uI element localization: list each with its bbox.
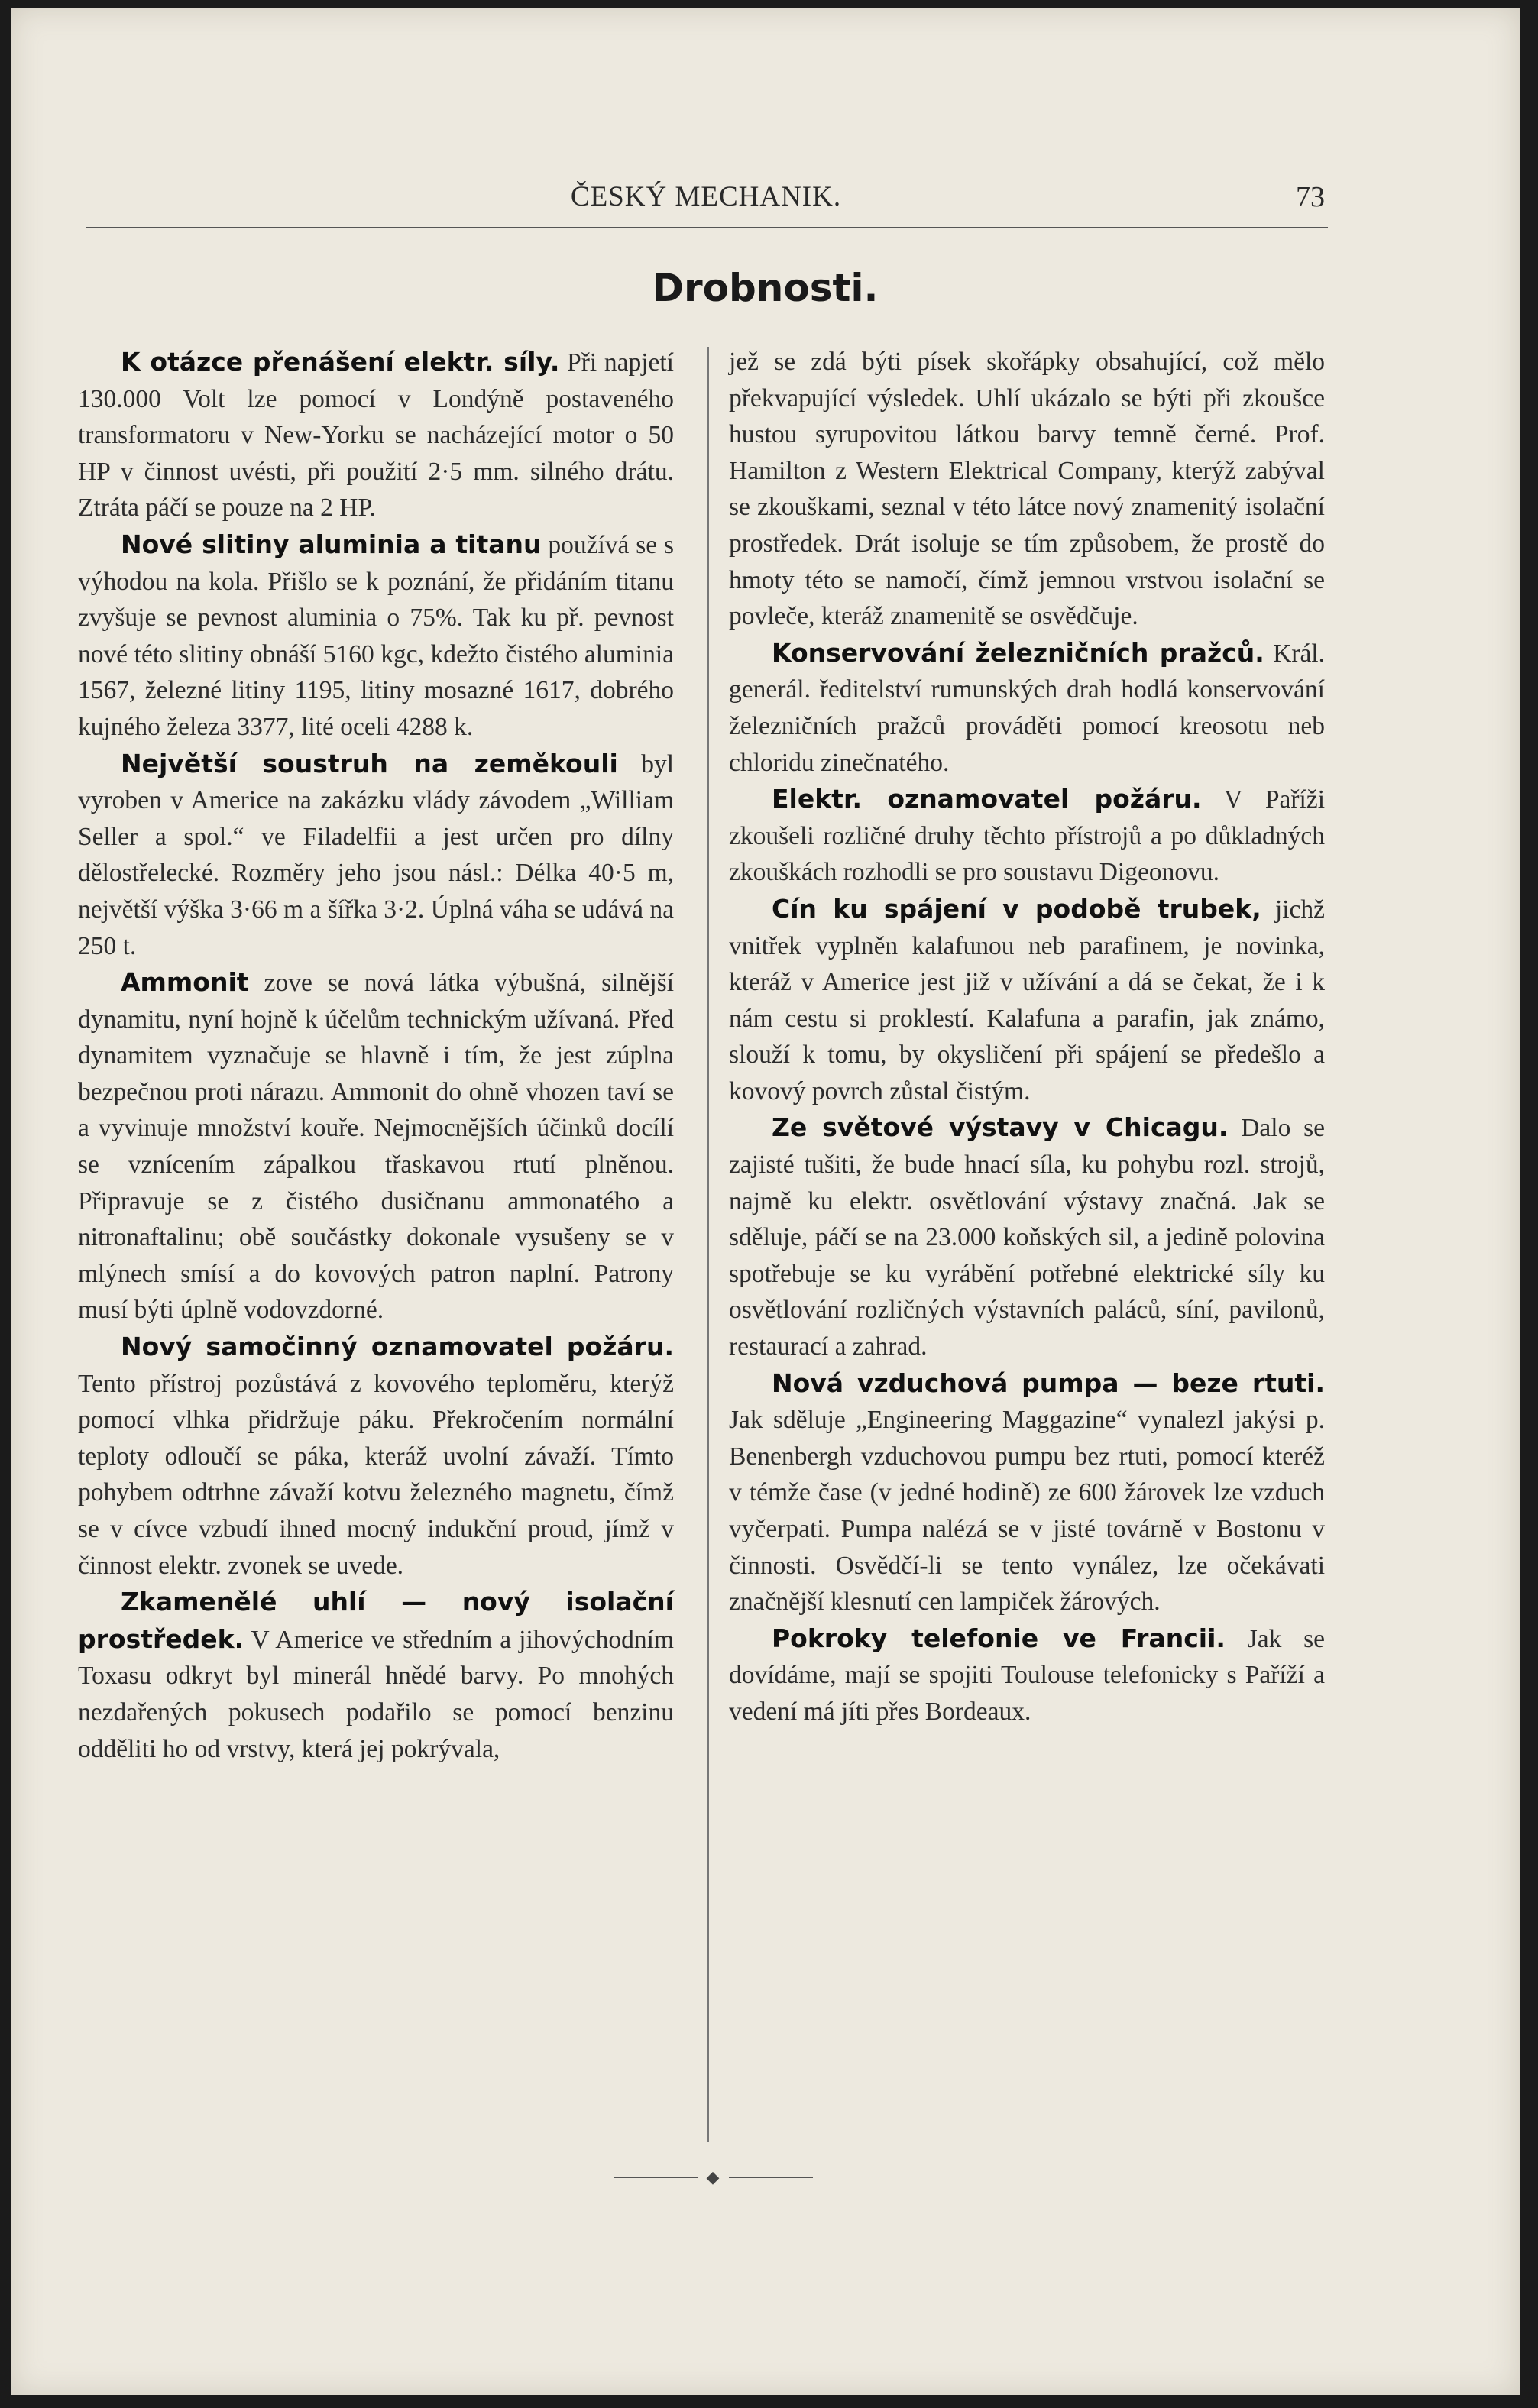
end-ornament [614,2168,813,2186]
article-body: Tento přístroj pozůstává z kovového teploměru, kterýž pomocí vlhka přidržuje páku. Překročením normální teploty odloučí se páka, kteráž uvolní závaží. Tímto pohybem odtrhne závaží kotvu železného magnetu, čímž se v cívce vzbudí ihned mocný indukční proud, jímž v činnost elektr. zvonek se uvede. [78,1369,674,1580]
page [11,8,1520,2395]
article-heading: Pokroky telefonie ve Francii. [772,1623,1226,1653]
section-heading: Drobnosti. [652,266,879,310]
right-column [729,344,1325,1730]
article-transmission [78,344,674,526]
article-body: jichž vnitřek vyplněn kalafunou neb parafinem, je novinka, kteráž v Americe jest již v užívání a dá se čekat, že i k nám cestu si proklestí. Kalafuna a parafin, jak známo, slouží k tomu, by okysličení při spájení se předešlo a kovový povrch zůstal čistým. [729,895,1325,1105]
ornament-line-left [614,2177,698,2178]
article-body: V Paříži zkoušeli rozličné druhy těchto přístrojů a po důkladných zkouškách rozhodli se pro soustavu Digeonovu. [729,785,1326,887]
article-aluminium-alloy [78,526,674,746]
article-body: byl vyroben v Americe na zakázku vlády závodem „William Seller a spol.“ ve Filadelfii a jest určen pro dílny dělostřelecké. Rozměry jeho jsou násl.: Délka 40·5 m, největší výška 3·66 m a šířka 3·2. Úplná váha se udává na 250 t. [78,749,674,960]
article-electric-fire-alarm [729,781,1325,891]
article-body: zove se nová látka výbušná, silnější dynamitu, nyní hojně k účelům technickým užívaná. Před dynamitem vyznačuje se hlavně i tím, že jest zúplna bezpečnou proti nárazu. Ammonit do ohně vhozen taví se a vyvinuje množství kouře. Nejmocnějších účinků docílí se vznícením zápalkou třaskavou rtutí plněnou. Připravuje se z čistého dusičnanu ammonatého a nitronaftalinu; obě součástky dokonale vysušeny se v mlýnech smísí a do kovových patron naplní. Patrony musí býti úplně vodovzdorné. [78,969,675,1325]
article-heading: Konservování železničních pražců. [772,637,1264,668]
article-heading: Elektr. oznamovatel požáru. [772,784,1202,814]
article-body: Při napjetí 130.000 Volt lze pomocí v Londýně postaveného transformatoru v New-Yorku se nacházející motor o 50 HP v činnost uvésti, při použití 2·5 mm. silného drátu. Ztráta páčí se pouze na 2 HP. [78,348,674,523]
article-body: Dalo se zajisté tušiti, že bude hnací síla, ku pohybu rozl. strojů, najmě ku elektr. osvětlování výstavy značná. Jak se sděluje, páčí se na 23.000 koňských sil, a jedině polovina spotřebuje se ku vyrábění potřebné elektrické síly ku osvětlování rozličných výstavních paláců, síní, pavilonů, restaurací a zahrad. [729,1114,1325,1361]
left-column [78,344,674,1767]
header-double-rule [86,225,1328,228]
article-body: Jak sděluje „Engineering Maggazine“ vynalezl jakýsi p. Benenbergh vzduchovou pumpu bez rtuti, pomocí kteréž v témže čase (v jedné hodině) ze 600 žárovek lze vzduch vyčerpati. Pumpa nalézá se v jisté továrně v Bostonu v činnosti. Osvědčí-li se tento vynález, lze očekávati značnější klesnutí cen lampiček žárových. [729,1406,1325,1617]
article-chicago-exhibition [729,1109,1325,1364]
article-heading: Nová vzduchová pumpa — beze rtuti. [772,1367,1325,1398]
article-largest-lathe [78,746,674,965]
article-heading: K otázce přenášení elektr. síly. [121,347,560,377]
page-number: 73 [1296,181,1325,213]
article-telephony-france [729,1620,1325,1730]
article-fossil-coal [78,1584,674,1767]
article-body: používá se s výhodou na kola. Přišlo se k poznání, že přidáním titanu zvyšuje se pevnost aluminia o 75%. Tak ku př. pevnost nové této slitiny obnáší 5160 kgc, kdežto čistého aluminia 1567, železné litiny 1195, litiny mosazné 1617, dobrého kujného železa 3377, lité oceli 4288 k. [78,530,674,741]
article-ammonit [78,964,674,1329]
article-heading: Zkamenělé uhlí — nový isolační prostředek. [78,1587,674,1654]
running-title: ČESKÝ MECHANIK. [570,181,842,212]
article-heading: Nové slitiny aluminia a titanu [121,529,542,559]
article-body: jež se zdá býti písek skořápky obsahující, což mělo překvapující výsledek. Uhlí ukázalo se býti při zkoušce hustou syrupovitou látkou barvy temně černé. Prof. Hamilton z Western Elektrical Company, kterýž zabýval se zkouškami, seznal v této látce nový znamenitý isolační prostředek. Drát isoluje se tím způsobem, že prostě do hmoty této se namočí, čímž jemnou vrstvou isolační se povleče, kteráž znamenitě se osvědčuje. [729,348,1325,631]
article-body: Král. generál. ředitelství rumunských drah hodlá konservování železničních pražců prováděti pomocí kreosotu neb chloridu zinečnatého. [729,639,1325,777]
article-solder-tubes [729,891,1325,1110]
article-railway-sleepers [729,635,1325,781]
article-heading: Největší soustruh na zeměkouli [121,748,618,778]
article-fire-alarm [78,1329,674,1584]
article-vacuum-pump [729,1365,1325,1620]
ornament-line-right [729,2177,813,2178]
ornament-diamond-icon: ◆ [706,2168,720,2187]
article-body: V Americe ve středním a jihovýchodním Toxasu odkryt byl minerál hnědé barvy. Po mnohých nezdařených pokusech podařilo se pomocí benzinu odděliti ho od vrstvy, která jej pokrývala, [78,1625,674,1763]
article-heading: Cín ku spájení v podobě trubek, [772,893,1261,924]
article-heading: Ze světové výstavy v Chicagu. [772,1112,1229,1143]
article-heading: Ammonit [121,967,249,998]
article-body: Jak se dovídáme, mají se spojiti Toulouse telefonicky s Paříží a vedení má jíti přes Bordeaux. [729,1624,1325,1726]
column-divider [707,347,709,2142]
article-heading: Nový samočinný oznamovatel požáru. [121,1332,674,1362]
article-fossil-coal-continued [729,344,1325,635]
running-head [87,180,1325,215]
